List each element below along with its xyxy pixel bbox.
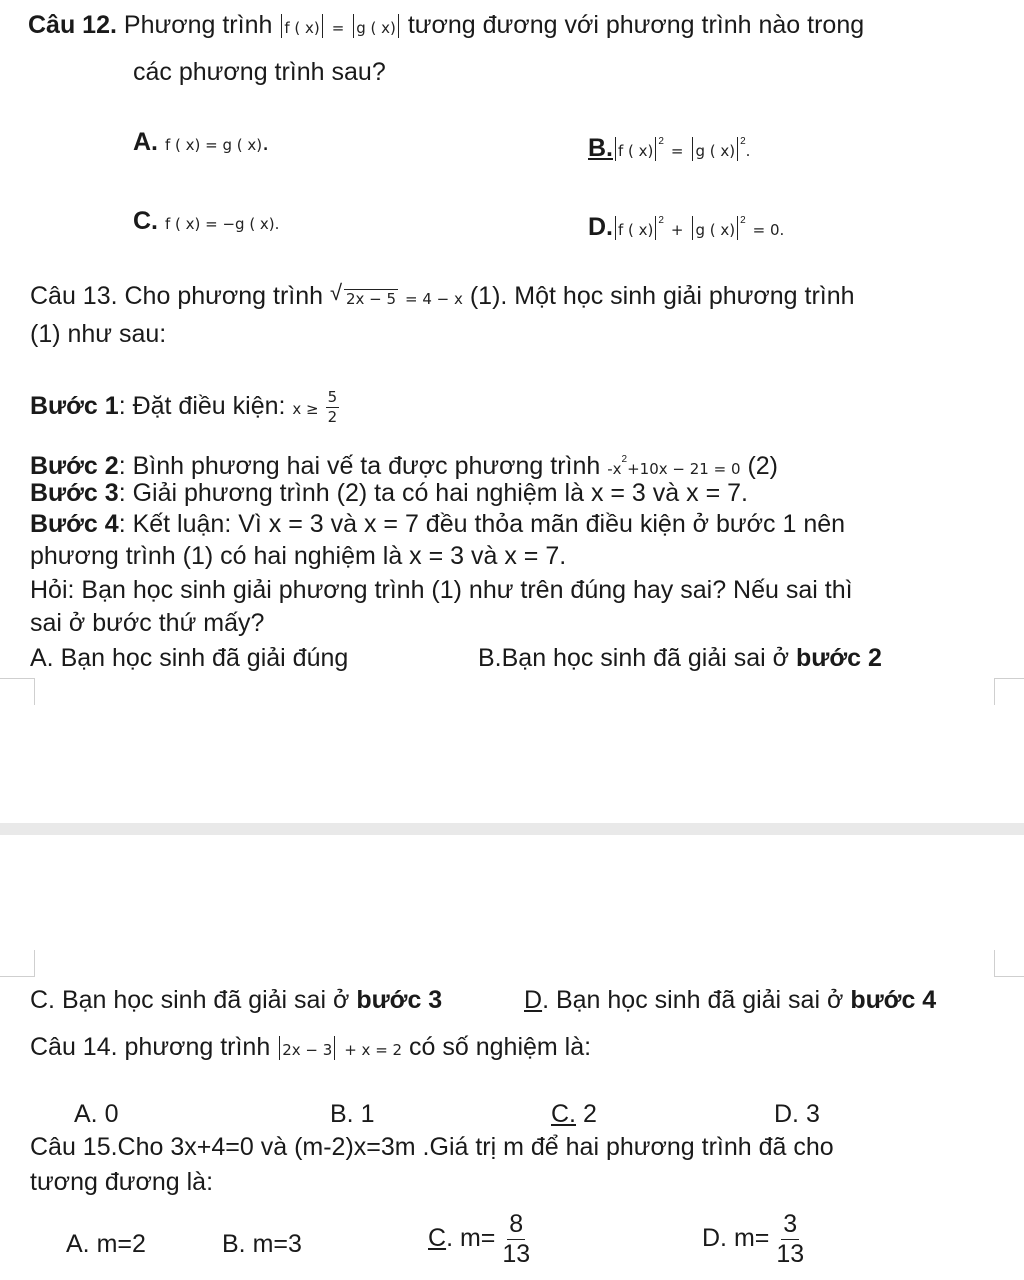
q13-step4: [30, 508, 845, 540]
q12-stem-eq: =: [331, 19, 345, 37]
q12-b-sq1: 2: [658, 136, 664, 147]
q13-eq-ref: (1). Một học sinh giải phương trình: [469, 282, 855, 310]
q12-stem-gx: g ( x): [356, 19, 396, 37]
q13-step2-ref: (2): [747, 452, 778, 480]
q13-stem: [30, 280, 855, 315]
page-corner-top-left: [0, 678, 35, 705]
q13-sqrt: √ 2x − 5: [329, 280, 397, 308]
page-corner-bottom-left: [0, 950, 35, 977]
q12-stem-post: tương đương với phương trình nào trong: [407, 11, 865, 39]
q15-option-b: B. m=3: [222, 1230, 302, 1258]
q12-label: Câu 12.: [28, 11, 117, 39]
q15-c-num: 8: [509, 1210, 524, 1238]
q13-step2-label: Bước 2: [30, 452, 119, 480]
q15-c-letter: C: [428, 1224, 447, 1253]
q13-step2-sq: 2: [621, 454, 628, 465]
q13-option-d: [524, 984, 936, 1016]
page-corner-bottom-right: [994, 950, 1024, 977]
q12-option-a: [133, 126, 269, 161]
q13-b-bold: bước 2: [795, 644, 882, 672]
q12-a-label: A.: [133, 128, 158, 156]
q14-c-val: 2: [576, 1100, 597, 1128]
q12-stem-pre: Phương trình: [123, 11, 273, 39]
page-break: [0, 823, 1024, 835]
q14-tail: có số nghiệm là:: [409, 1033, 592, 1061]
q14-option-d: D. 3: [774, 1100, 820, 1128]
q12-stem: [28, 9, 864, 44]
q13-step2-eq-rest: +10x − 21 = 0: [627, 460, 741, 478]
q12-b-end: .: [745, 142, 751, 160]
q13-c-bold: bước 3: [356, 986, 443, 1014]
q14-c-letter: C.: [551, 1100, 576, 1128]
q12-d-fx: f ( x): [618, 221, 654, 239]
q12-a-expr: f ( x) = g ( x): [164, 136, 263, 154]
q13-step4-line2: phương trình (1) có hai nghiệm là x = 3 và x = 7.: [30, 542, 567, 570]
q12-a-dot: .: [262, 128, 270, 156]
q13-step1-num: 5: [327, 388, 338, 406]
q14-stem: [30, 1031, 591, 1066]
q12-d-gx: g ( x): [695, 221, 736, 239]
q15-c-pre: . m=: [446, 1224, 496, 1253]
q12-c-expr: f ( x) = −g ( x).: [164, 215, 280, 233]
q13-step1: [30, 390, 339, 425]
q13-option-b: [478, 642, 882, 674]
q13-b-pre: B.Bạn học sinh đã giải sai ở: [478, 644, 790, 672]
q15-d-den: 13: [776, 1240, 805, 1268]
q12-option-c: [133, 205, 279, 240]
q15-option-a: A. m=2: [66, 1230, 146, 1258]
q13-step1-text: : Đặt điều kiện:: [118, 392, 286, 421]
q12-b-label: B.: [588, 134, 613, 162]
q13-step1-fraction: [326, 390, 340, 425]
q12-stem-fx: f ( x): [284, 19, 320, 37]
q13-label: Câu 13. Cho phương trình: [30, 282, 324, 310]
q14-rest: + x = 2: [344, 1041, 403, 1059]
q12-d-plus: +: [670, 221, 684, 239]
q13-rhs: = 4 − x: [405, 290, 463, 308]
q13-d-bold: bước 4: [850, 986, 937, 1014]
q13-radicand: 2x − 5: [345, 290, 397, 308]
q13-line2: (1) như sau:: [30, 320, 167, 348]
q12-d-sq1: 2: [658, 215, 664, 226]
q12-d-label: D.: [588, 213, 613, 241]
q15-d-fraction: [776, 1212, 804, 1267]
q13-step4-text: : Kết luận: Vì x = 3 và x = 7 đều thỏa mãn điều kiện ở bước 1 nên: [118, 510, 846, 538]
q15-d-num: 3: [783, 1210, 798, 1238]
q13-step1-den: 2: [327, 408, 338, 426]
q13-option-c: [30, 984, 442, 1016]
q12-b-eq: =: [670, 142, 684, 160]
q13-c-pre: C. Bạn học sinh đã giải sai ở: [30, 986, 350, 1014]
q13-step2-eq: -x: [607, 460, 622, 478]
q12-c-label: C.: [133, 207, 158, 235]
q12-b-fx: f ( x): [618, 142, 654, 160]
q12-option-d: [588, 205, 784, 246]
q15-option-c: [428, 1212, 530, 1267]
q13-d-letter: D: [524, 986, 543, 1014]
q12-d-sq2: 2: [740, 215, 746, 226]
q12-b-gx: g ( x): [695, 142, 736, 160]
q13-step3: [30, 477, 748, 509]
q15-c-fraction: [502, 1212, 530, 1267]
q14-inner: 2x − 3: [282, 1041, 333, 1059]
q13-question-line1: Hỏi: Bạn học sinh giải phương trình (1) như trên đúng hay sai? Nếu sai thì: [30, 576, 853, 604]
q13-step1-label: Bước 1: [30, 392, 119, 421]
q13-step1-cond: x ≥: [292, 400, 319, 419]
q15-d-pre: D. m=: [702, 1224, 770, 1253]
q14-option-a: A. 0: [74, 1100, 119, 1128]
q12-stem-line2: các phương trình sau?: [133, 58, 386, 86]
q12-d-end: = 0.: [752, 221, 785, 239]
q15-option-d: [702, 1212, 804, 1267]
q14-option-b: B. 1: [330, 1100, 375, 1128]
q15-line1: Câu 15.Cho 3x+4=0 và (m-2)x=3m .Giá trị m để hai phương trình đã cho: [30, 1133, 834, 1161]
q13-question-line2: sai ở bước thứ mấy?: [30, 609, 265, 637]
q13-d-pre: . Bạn học sinh đã giải sai ở: [542, 986, 844, 1014]
q12-option-b: [588, 126, 750, 167]
q13-step2-text: : Bình phương hai vế ta được phương trình: [118, 452, 601, 480]
q12-b-sq2: 2: [740, 136, 746, 147]
q13-option-a: A. Bạn học sinh đã giải đúng: [30, 644, 349, 672]
q13-step4-label: Bước 4: [30, 510, 119, 538]
q14-option-c: [551, 1098, 597, 1130]
q13-step3-label: Bước 3: [30, 479, 119, 507]
page-corner-top-right: [994, 678, 1024, 705]
q15-c-den: 13: [502, 1240, 531, 1268]
q14-label: Câu 14. phương trình: [30, 1033, 271, 1061]
q13-step3-text: : Giải phương trình (2) ta có hai nghiệm là x = 3 và x = 7.: [118, 479, 748, 507]
q15-line2: tương đương là:: [30, 1168, 214, 1196]
